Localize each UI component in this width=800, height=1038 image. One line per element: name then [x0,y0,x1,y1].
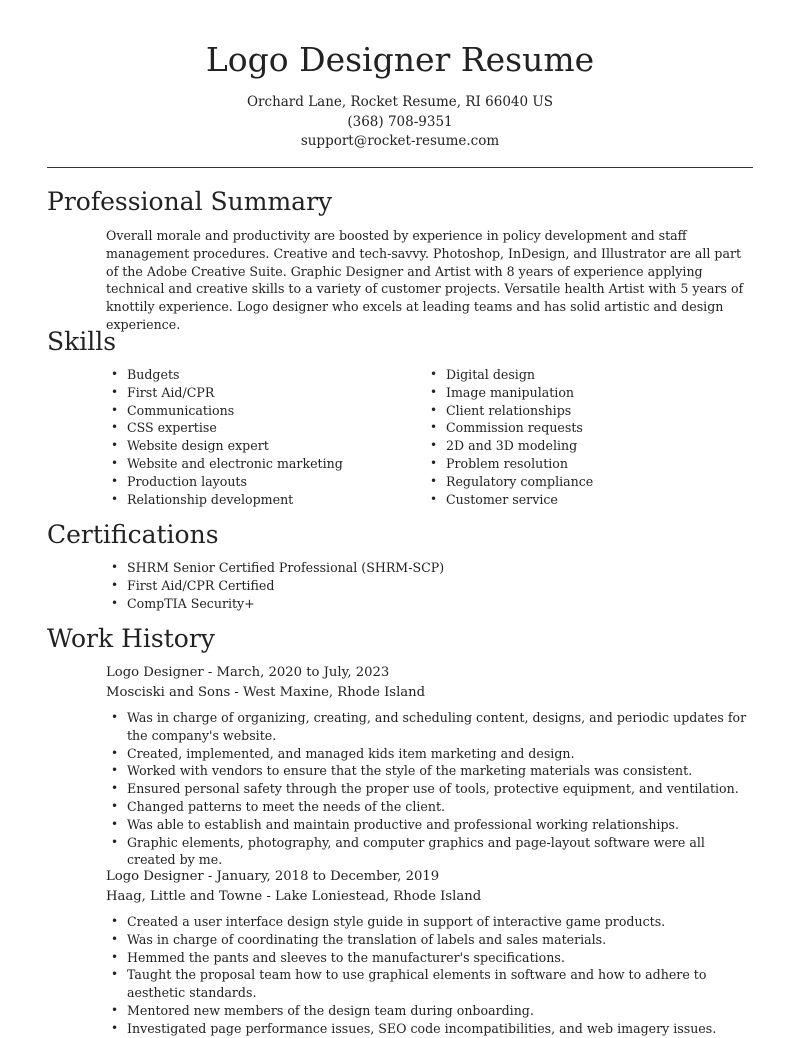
skill-item: • Client relationships [425,402,593,420]
header-divider [47,167,753,168]
job-title-line: Logo Designer - January, 2018 to December, 2019 [106,869,440,884]
skill-item: • Commission requests [425,419,593,437]
duty-item: • Investigated page performance issues, SEO code incompatibilities, and web imagery issues. [106,1020,754,1038]
duty-item: • Ensured personal safety through the proper use of tools, protective equipment, and ventilation. [106,780,754,798]
duty-item: • Mentored new members of the design team during onboarding. [106,1002,754,1020]
duty-item: • Hemmed the pants and sleeves to the manufacturer's specifications. [106,949,754,967]
job-duties-list [106,709,754,869]
skill-item: • Regulatory compliance [425,473,593,491]
skill-item: • Budgets [106,366,343,384]
skill-item: • Image manipulation [425,384,593,402]
skill-item: • Communications [106,402,343,420]
duty-item: • Was able to establish and maintain productive and professional working relationships. [106,816,754,834]
skill-item: • 2D and 3D modeling [425,437,593,455]
resume-title: Logo Designer Resume [205,40,595,79]
certification-item: • CompTIA Security+ [106,595,444,613]
job-duties-list [106,913,754,1038]
skill-item: • Website design expert [106,437,343,455]
work-history-heading: Work History [47,624,215,653]
phone: (368) 708-9351 [347,113,453,130]
skills-list-left [106,366,343,508]
skill-item: • Website and electronic marketing [106,455,343,473]
job-title-line: Logo Designer - March, 2020 to July, 2023 [106,665,390,680]
skill-item: • CSS expertise [106,419,343,437]
address: Orchard Lane, Rocket Resume, RI 66040 US [246,94,554,110]
email: support@rocket-resume.com [300,133,500,149]
certifications-list [106,559,444,612]
duty-item: • Created, implemented, and managed kids item marketing and design. [106,745,754,763]
skill-item: • Customer service [425,491,593,509]
skills-list-right [425,366,593,508]
summary-heading: Professional Summary [47,187,333,216]
duty-item: • Created a user interface design style guide in support of interactive game products. [106,913,754,931]
skill-item: • Relationship development [106,491,343,509]
certifications-heading: Certifications [47,520,219,549]
skill-item: • Problem resolution [425,455,593,473]
skill-item: • Production layouts [106,473,343,491]
duty-item: • Was in charge of coordinating the translation of labels and sales materials. [106,931,754,949]
skill-item: • First Aid/CPR [106,384,343,402]
job-company-line: Mosciski and Sons - West Maxine, Rhode Island [106,685,426,700]
certification-item: • SHRM Senior Certified Professional (SHRM-SCP) [106,559,444,577]
duty-item: • Worked with vendors to ensure that the style of the marketing materials was consistent. [106,762,754,780]
contact-info [0,93,800,152]
skills-heading: Skills [47,327,117,356]
duty-item: • Taught the proposal team how to use graphical elements in software and how to adhere to aesthetic standards. [106,966,754,1002]
certification-item: • First Aid/CPR Certified [106,577,444,595]
duty-item: • Changed patterns to meet the needs of the client. [106,798,754,816]
job-company-line: Haag, Little and Towne - Lake Loniestead, Rhode Island [106,889,482,904]
summary-text: Overall morale and productivity are boosted by experience in policy development and staff management procedures. Creative and tech-savvy. Photoshop, InDesign, and Illustrator are all part of the Adobe Creative Suite. Graphic Designer and Artist with 8 years of experience applying technical and creative skills to a variety of customer projects. Versatile health Artist with 5 years of knottily experience. Logo designer who excels at leading teams and has solid artistic and design experience. [106,228,744,332]
duty-item: • Was in charge of organizing, creating, and scheduling content, designs, and periodic updates for the company's website. [106,709,754,745]
duty-item: • Graphic elements, photography, and computer graphics and page-layout software were all created by me. [106,834,754,870]
skill-item: • Digital design [425,366,593,384]
